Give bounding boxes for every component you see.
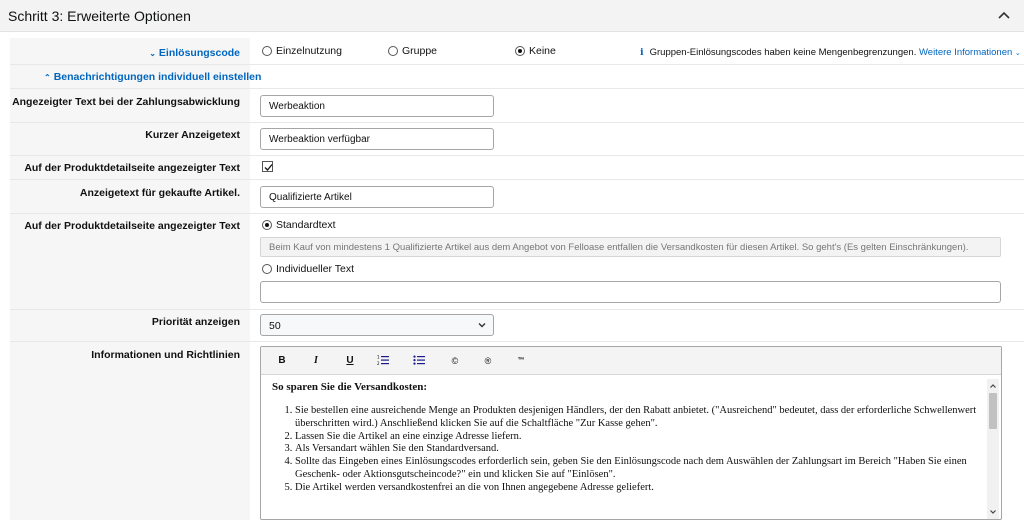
- detail-page-checkbox-label: Auf der Produktdetailseite angezeigter Text: [24, 162, 240, 174]
- standard-text-field: Beim Kauf von mindestens 1 Qualifizierte Artikel aus dem Angebot von Felloase entfallen die Versandkosten für diesen Artikel. So geht's (Es gelten Einschränkungen).: [260, 237, 1001, 257]
- scrollbar-thumb[interactable]: [989, 393, 997, 429]
- radio-circle: [515, 46, 525, 56]
- promo-code-label[interactable]: ⌄ Einlösungscode: [149, 47, 240, 59]
- row-divider: [10, 309, 1024, 310]
- underline-button[interactable]: U: [346, 355, 354, 366]
- ordered-list-icon[interactable]: [375, 354, 391, 368]
- checkmark-icon: [263, 162, 274, 173]
- list-item: 3. Als Versandart wählen Sie den Standardversand.: [295, 443, 985, 456]
- checkout-text-input[interactable]: Werbeaktion: [260, 95, 494, 117]
- info-icon: i: [640, 47, 644, 58]
- radio-group[interactable]: Gruppe: [388, 45, 437, 57]
- priority-select[interactable]: 50: [260, 314, 494, 336]
- rich-text-editor[interactable]: [260, 346, 1002, 520]
- chevron-down-icon: ⌄: [149, 49, 156, 58]
- chevron-up-icon[interactable]: [996, 7, 1012, 23]
- section-header: [0, 0, 1024, 32]
- editor-content[interactable]: [269, 381, 985, 517]
- checkout-text-label: Angezeigter Text bei der Zahlungsabwicklung: [12, 96, 240, 108]
- row-divider: [10, 341, 1024, 342]
- priority-label: Priorität anzeigen: [151, 316, 240, 328]
- detail-page-checkbox[interactable]: [262, 161, 273, 172]
- radio-circle: [388, 46, 398, 56]
- content-heading: So sparen Sie die Versandkosten:: [272, 381, 428, 393]
- italic-button[interactable]: I: [314, 355, 318, 366]
- radio-none[interactable]: Keine: [515, 45, 556, 57]
- radio-single-use[interactable]: Einzelnutzung: [262, 45, 342, 57]
- copyright-icon[interactable]: ©: [451, 356, 459, 366]
- trademark-icon[interactable]: ™: [517, 357, 525, 364]
- chevron-down-icon: ⌄: [1014, 50, 1021, 57]
- row-divider: [10, 179, 1024, 180]
- row-divider: [10, 88, 1024, 89]
- custom-text-input[interactable]: [260, 281, 1001, 303]
- section-title: Schritt 3: Erweiterte Optionen: [8, 8, 191, 24]
- bold-button[interactable]: B: [278, 355, 286, 366]
- svg-text:2: 2: [377, 361, 380, 366]
- row-divider: [10, 122, 1024, 123]
- chevron-down-icon: [477, 320, 487, 330]
- radio-custom-text[interactable]: Individueller Text: [262, 263, 354, 275]
- radio-circle: [262, 220, 272, 230]
- row-divider: [10, 213, 1024, 214]
- options-form: [10, 38, 1024, 520]
- short-text-label: Kurzer Anzeigetext: [145, 129, 240, 141]
- editor-scrollbar[interactable]: [987, 379, 999, 519]
- steps-list: [295, 405, 985, 495]
- chevron-up-icon: ⌃: [44, 73, 51, 82]
- short-text-input[interactable]: Werbeaktion verfügbar: [260, 128, 494, 150]
- radio-circle: [262, 264, 272, 274]
- detail-page-text-label: Auf der Produktdetailseite angezeigter Text: [24, 220, 240, 232]
- label-column: [10, 38, 250, 520]
- row-divider: [10, 64, 1024, 65]
- group-code-info: i Gruppen-Einlösungscodes haben keine Mengenbegrenzungen. Weitere Informationen ⌄: [640, 47, 1021, 58]
- unordered-list-icon[interactable]: [411, 354, 427, 368]
- purchased-items-label: Anzeigetext für gekaufte Artikel.: [79, 187, 240, 199]
- registered-icon[interactable]: ®: [484, 356, 492, 366]
- list-item: 1. Sie bestellen eine ausreichende Menge an Produkten desjenigen Händlers, der den Rabatt anbietet. ("Ausreichend" bedeutet, dass der erforderliche Schwellenwert überschritten wird.) Anschließend klicken Sie auf die Schaltfläche "Zur Kasse gehen".: [295, 405, 985, 431]
- radio-standard-text[interactable]: Standardtext: [262, 219, 336, 231]
- radio-circle: [262, 46, 272, 56]
- scroll-up-icon[interactable]: [989, 382, 997, 390]
- scroll-down-icon[interactable]: [989, 508, 997, 516]
- svg-text:1: 1: [377, 354, 380, 360]
- purchased-items-input[interactable]: Qualifizierte Artikel: [260, 186, 494, 208]
- guidelines-label: Informationen und Richtlinien: [91, 349, 240, 361]
- list-item: 4. Sollte das Eingeben eines Einlösungscodes erforderlich sein, geben Sie den Einlösungscode nach dem Auswählen der Zahlungsart im Bereich "Haben Sie einen Geschenk- oder Aktionsgutscheincode?" ein und klicken Sie auf "Einlösen".: [295, 456, 985, 482]
- row-divider: [10, 155, 1024, 156]
- list-item: 5. Die Artikel werden versandkostenfrei an die von Ihnen angegebene Adresse geliefert.: [295, 482, 985, 495]
- list-item: 2. Lassen Sie die Artikel an eine einzige Adresse liefern.: [295, 431, 985, 444]
- editor-toolbar: [261, 347, 1001, 375]
- notifications-toggle[interactable]: ⌃ Benachrichtigungen individuell einstellen: [44, 71, 262, 83]
- more-info-link[interactable]: Weitere Informationen ⌄: [918, 47, 1021, 58]
